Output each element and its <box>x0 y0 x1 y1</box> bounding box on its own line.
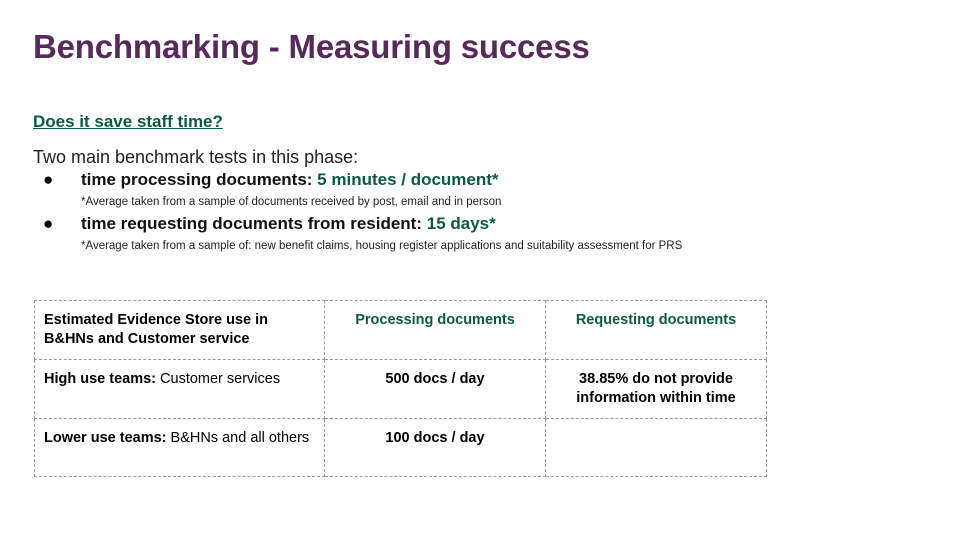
table-cell-team <box>35 419 325 477</box>
table-cell-processing: 100 docs / day <box>325 419 546 477</box>
table-cell-team <box>35 360 325 419</box>
table-header-cell: Estimated Evidence Store use in B&HNs and Customer service <box>35 301 325 360</box>
table-header-cell: Processing documents <box>325 301 546 360</box>
intro-text: Two main benchmark tests in this phase: <box>33 147 359 167</box>
bullet-item-processing <box>81 170 499 190</box>
table-header-cell: Requesting documents <box>546 301 767 360</box>
team-label-rest: B&HNs and all others <box>166 430 310 446</box>
table-header-row <box>35 301 767 360</box>
table-cell-requesting: 38.85% do not provide information within time <box>546 360 767 419</box>
table-row <box>35 419 767 477</box>
bullet-note-requesting: *Average taken from a sample of: new benefit claims, housing register applications and suitability assessment for PRS <box>81 240 683 252</box>
team-label-rest: Customer services <box>156 371 281 387</box>
bullet-value: 5 minutes / document* <box>317 170 499 189</box>
bullet-item-requesting <box>81 214 496 234</box>
question-heading: Does it save staff time? <box>33 112 223 131</box>
slide-title: Benchmarking - Measuring success <box>33 28 590 65</box>
bullet-label: time requesting documents from resident: <box>81 214 427 233</box>
table-row <box>35 360 767 419</box>
bullet-value: 15 days* <box>426 214 496 233</box>
team-label-bold: High use teams: <box>44 371 156 387</box>
benchmark-table <box>34 300 767 477</box>
table-cell-processing: 500 docs / day <box>325 360 546 419</box>
bullet-label: time processing documents: <box>81 170 318 189</box>
table-cell-requesting <box>546 419 767 477</box>
bullet-dot-1: ● <box>43 170 54 189</box>
bullet-note-processing: *Average taken from a sample of documents received by post, email and in person <box>81 196 502 208</box>
bullet-dot-2: ● <box>43 214 54 233</box>
team-label-bold: Lower use teams: <box>44 430 167 446</box>
